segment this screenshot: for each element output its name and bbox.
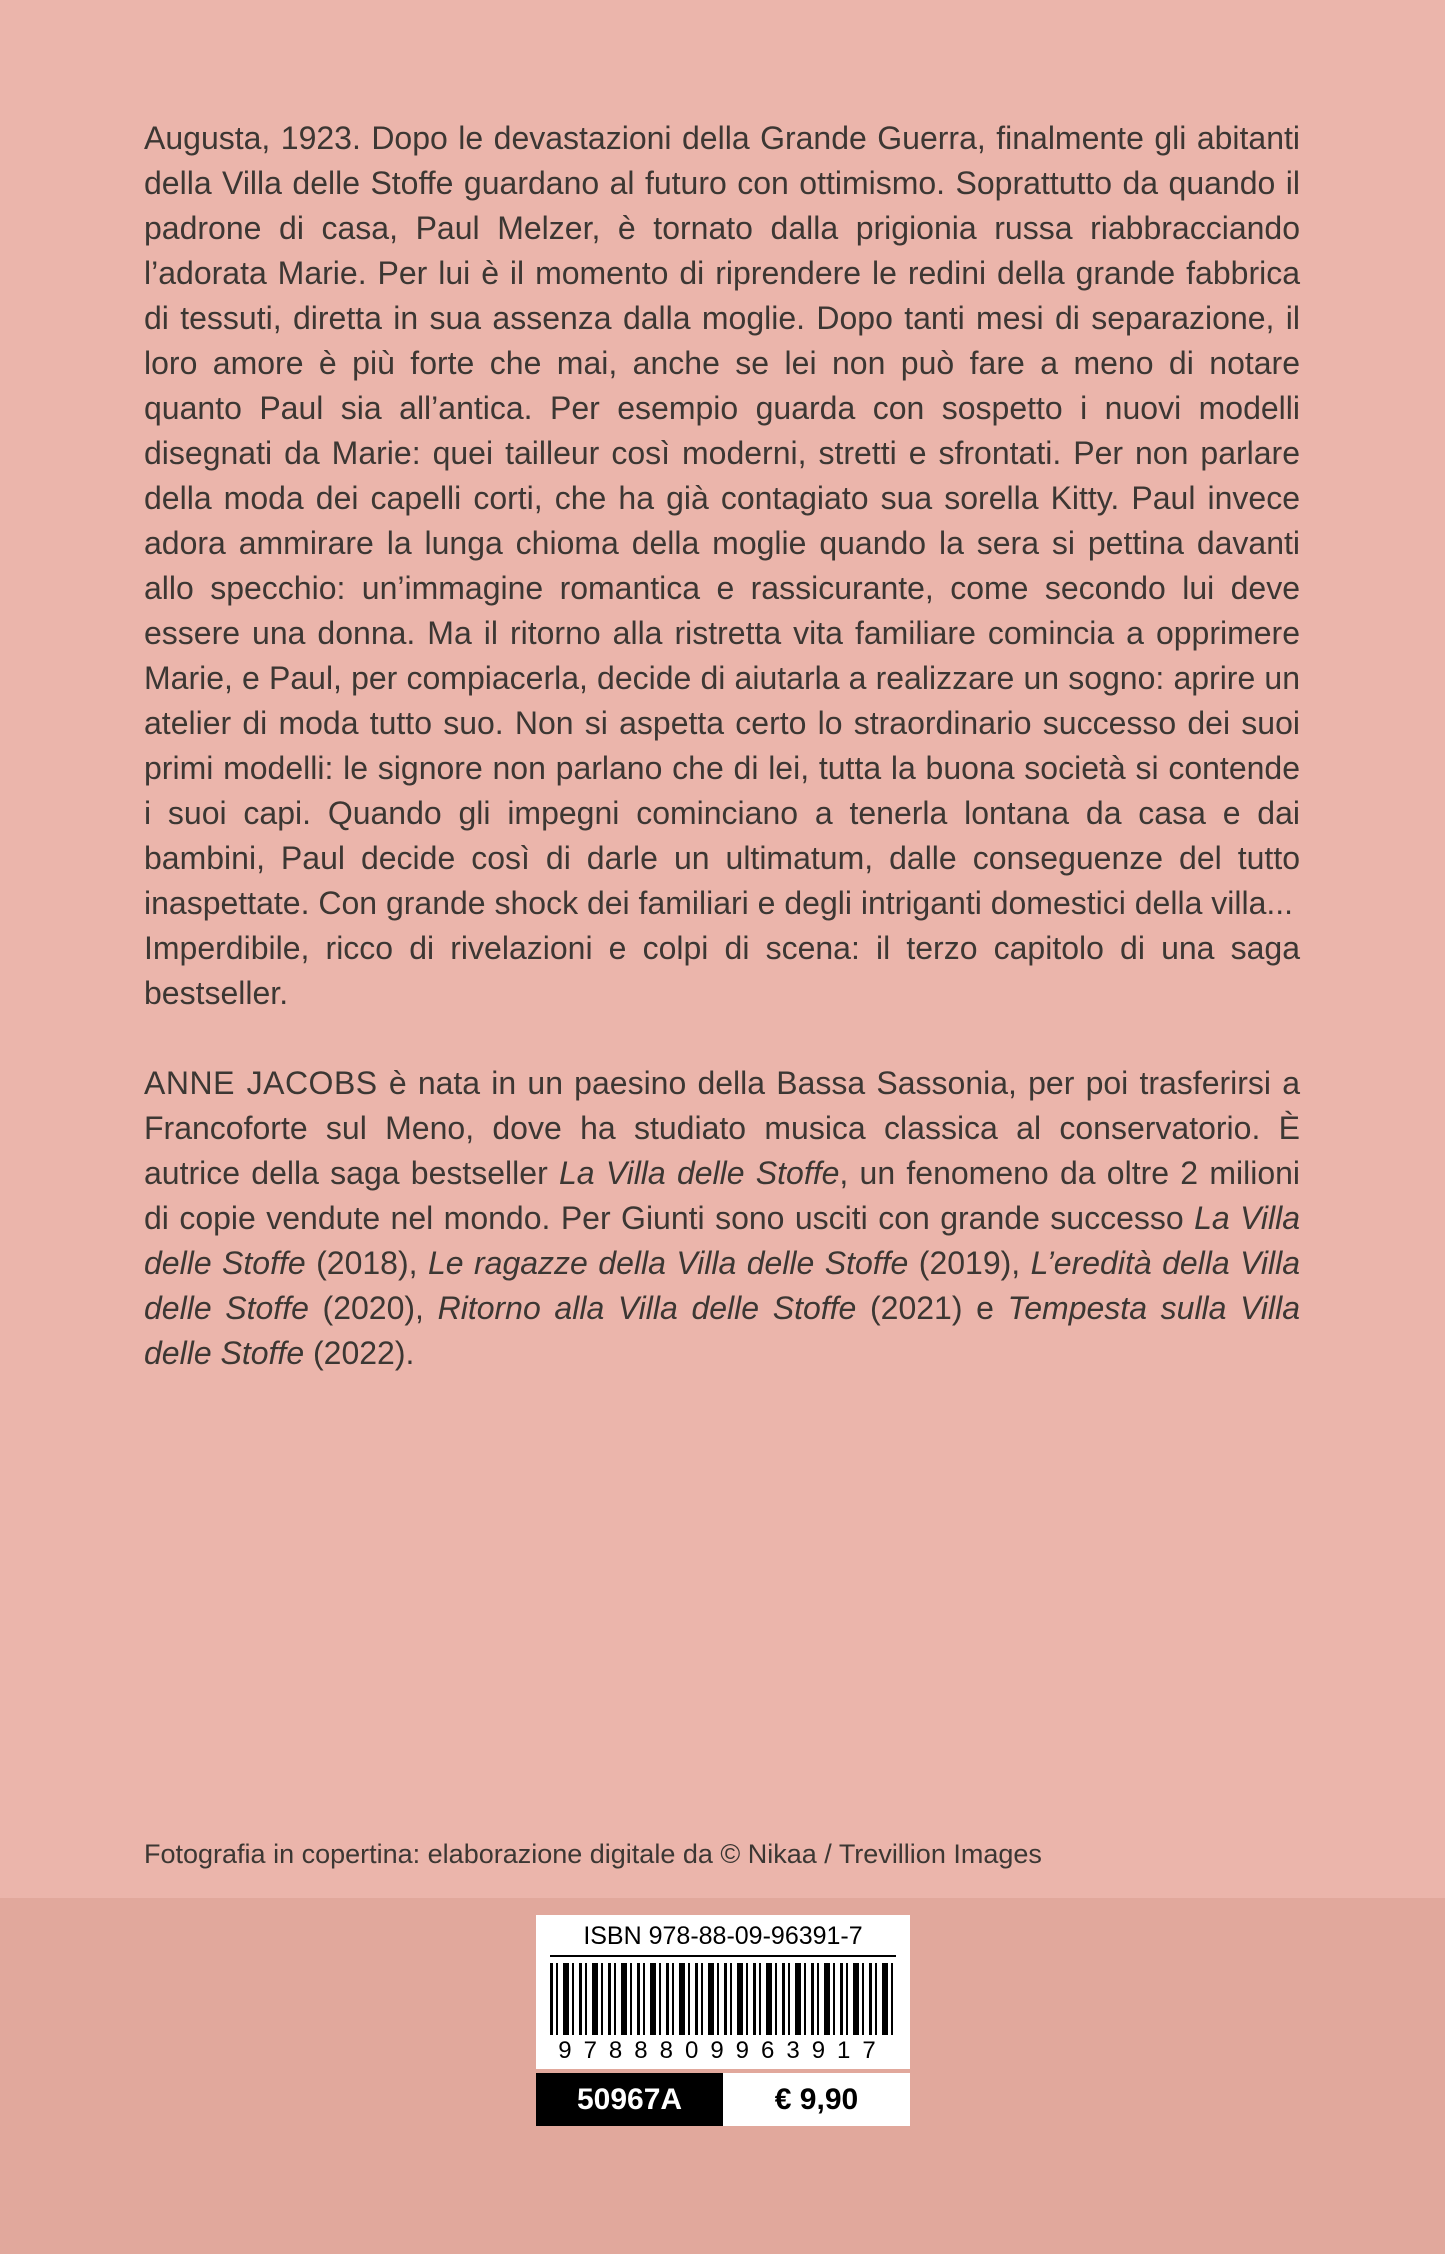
synopsis-tagline: Imperdibile, ricco di rivelazioni e colpi di scena: il terzo capitolo di una saga bestseller. [144,930,1300,1011]
price: € 9,90 [723,2073,910,2126]
barcode-block [536,1915,910,2126]
book-title: La Villa delle Stoffe [144,1200,1300,1281]
author-name: ANNE JACOBS [144,1065,378,1101]
book-title: Le ragazze della Villa delle Stoffe [427,1245,909,1281]
barcode-bars [550,1963,896,2035]
bio-text: (2019), [908,1245,1031,1281]
book-title: Ritorno alla Villa delle Stoffe [437,1290,857,1326]
bio-text: è nata in un paesino della Bassa Sassonia, per poi trasferirsi a Francoforte sul Meno, dove ha studiato musica classica al conservatorio. È autrice della saga bestseller [144,1065,1301,1191]
price-row [536,2073,910,2126]
book-title: La Villa delle Stoffe [558,1155,840,1191]
book-title: L’eredità della Villa delle Stoffe [144,1245,1301,1326]
bio-text: (2018), [305,1245,428,1281]
isbn-label: ISBN 978-88-09-96391-7 [550,1921,896,1957]
bio-text: (2020), [308,1290,438,1326]
bio-text: (2022). [304,1335,415,1371]
barcode-panel [536,1915,910,2069]
book-title: Tempesta sulla Villa delle Stoffe [144,1290,1301,1371]
back-cover-text [144,116,1300,1376]
synopsis-paragraph: Augusta, 1923. Dopo le devastazioni della Grande Guerra, finalmente gli abitanti della Villa delle Stoffe guardano al futuro con ottimismo. Soprattutto da quando il padrone di casa, Paul Melzer, è tornato dalla prigionia russa riabbracciando l’adorata Marie. Per lui è il momento di riprendere le redini della grande fabbrica di tessuti, diretta in sua assenza dalla moglie. Dopo tanti mesi di separazione, il loro amore è più forte che mai, anche se lei non può fare a meno di notare quanto Paul sia all’antica. Per esempio guarda con sospetto i nuovi modelli disegnati da Marie: quei tailleur così moderni, stretti e sfrontati. Per non parlare della moda dei capelli corti, che ha già contagiato sua sorella Kitty. Paul invece adora ammirare la lunga chioma della moglie quando la sera si pettina davanti allo specchio: un’immagine romantica e rassicurante, come secondo lui deve essere una donna. Ma il ritorno alla ristretta vita familiare comincia a opprimere Marie, e Paul, per compiacerla, decide di aiutarla a realizzare un sogno: aprire un atelier di moda tutto suo. Non si aspetta certo lo straordinario successo dei suoi primi modelli: le signore non parlano che di lei, tutta la buona società si contende i suoi capi. Quando gli impegni cominciano a tenerla lontana da casa e dai bambini, Paul decide così di darle un ultimatum, dalle conseguenze del tutto inaspettate. Con grande shock dei familiari e degli intriganti domestici della villa... [144,120,1300,921]
cover-photo-credit: Fotografia in copertina: elaborazione digitale da © Nikaa / Trevillion Images [144,1839,1042,1869]
edition-code: 50967A [536,2073,723,2126]
bio-text: (2021) e [856,1290,1008,1326]
bio-text: , un fenomeno da oltre 2 milioni di copie vendute nel mondo. Per Giunti sono usciti con grande successo [144,1155,1301,1236]
barcode-digits: 9788809963917 [558,2037,888,2064]
author-bio [144,1061,1300,1376]
